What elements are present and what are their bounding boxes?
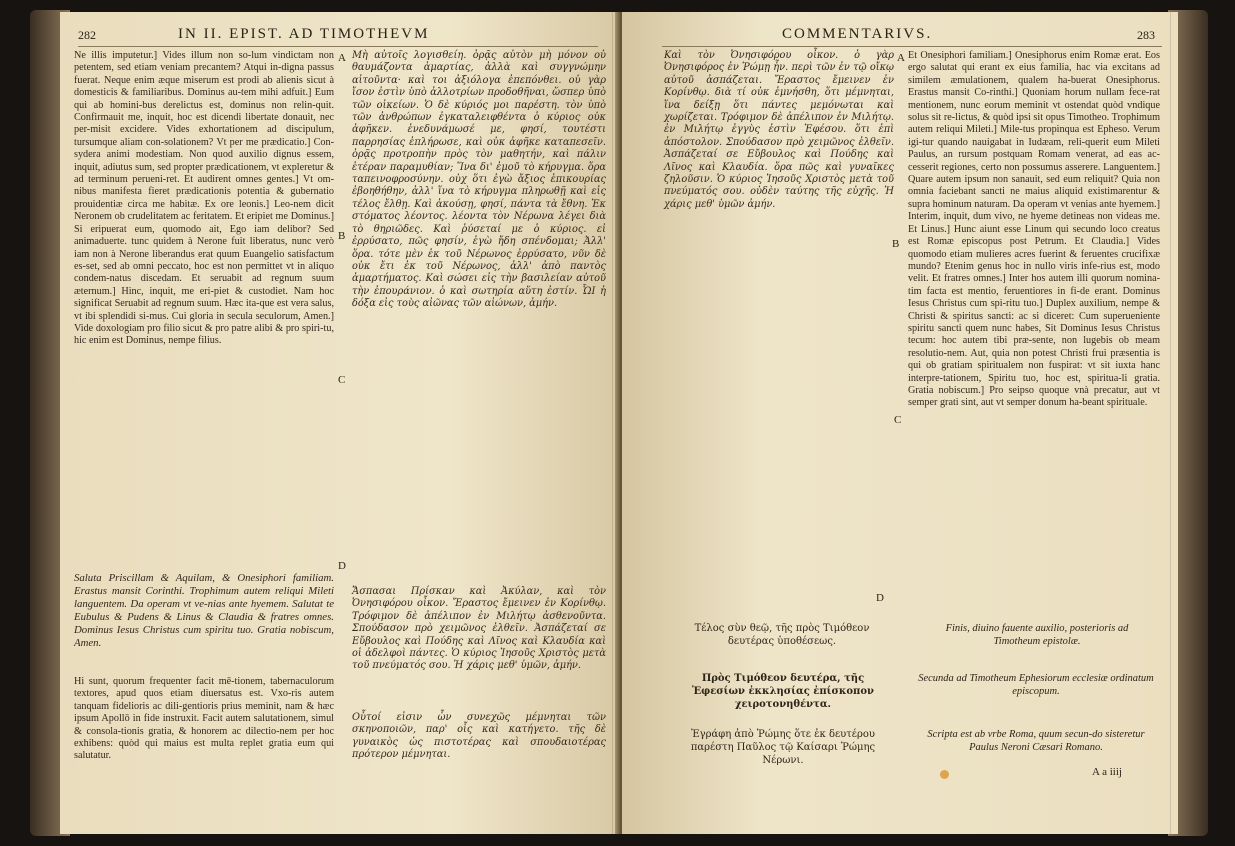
left-latin-text-2: Hi sunt, quorum frequenter facit mē-tionem, tabernaculorum textores, apud quos etiam diuersatus est. Vxo-ris autem tanquam fidelioris ac dili-gentioris prius meminit, nam & hæc ipsum Apollō in fide instruxit. Facit autem salutationem, simul & consola-tionis gratia, & honorem ac dilectio-nem per hoc exhibens: quòd qui maius est multa replet gratia eum qui salutatur. [74,676,334,762]
right-page [622,12,1178,834]
margin-marker-a-right: A [897,52,905,64]
latin-subscription: Finis, diuino fauente auxilio, posterioris ad Timotheum epistolæ. [945,623,1129,647]
latin-subscription-3: Scripta est ab vrbe Roma, quum secun-do sisteretur Paulus Neroni Cæsari Romano. [927,729,1145,753]
margin-marker-d-right: D [876,592,884,604]
ink-stain [940,770,949,779]
left-latin-text: Ne illis imputetur.] Vides illum non so-lum vindictam non petentem, sed etiam veniam precantem? Atqui in-digna passus fuerat. Neque enim æque miserum est prodi ab alienis sicut à domesticis & familiaribus. Dominus au-tem mihi adfuit.] Eum qui ab homini-bus derelictus est, dominus non relin-quit. Confirmauit me, inquit, hoc est dicendi libertate donauit, nec per-misit excidere. Vides exhortationem ad discipulum, tursumque aliam con-solationem? Vt per me prædicatio.] Con-sydera animi modestiam. Non quod auxilio dignus essem, inquit, adiutus sum, sed propter prædicationem, vt expleretur & ad terminum perueni-ret. Et audirent omnes gentes.] Vt om-nibus manifesta fieret prædicationis potentia & gubernatio prouidentiæ circa me habitæ. Ex ore leonis.] Leo-nem dicit Neronem ob crudelitatem ac feritatem. Et eripiet me Dominus.] Si eripuerat eum, quomodo ait, Ego iam delibor? Sed animaduerte. tunc quidem à Nerone fuit liberatus, nunc verò iam non à Nerone liberandus erat quum Euangelio satisfactum es-set, sed ab omni peccato, hoc est non permittet vt in aliquo condem-natus discedam. Et seruabit ad regnum suum æternum.] Hinc, inquit, me eri-piet & custodiet. Nam hoc significat Seruabit ad regnum suum. Hæc ita-que est vera salus, vt ibi splendidi si-mus. Cui gloria in secula seculorum, Amen.] Vide doxologiam pro filio sicut & pro patre alibi & pro spiri-tu, hic enim est Dominus, nempe filius. [74,50,334,347]
margin-marker-b-left: B [338,230,346,242]
greek-subscription-2: Πρὸς Τιμόθεον δευτέρα, τῆς Ἐφεσίων ἐκκλησίας ἐπίσκοπον χειροτονηθέντα. [692,673,874,710]
greek-subscription: Τέλος σὺν θεῷ, τῆς πρὸς Τιμόθεον δευτέρας ὑποθέσεως. [694,623,870,647]
left-running-head: IN II. EPIST. AD TIMOTHEVM [178,26,430,42]
left-latin-italic-text: Saluta Priscillam & Aquilam, & Onesiphori familiam. Erastus mansit Corinthi. Trophimum autem reliqui Mileti languentem. Da operam vt ve-nias ante hyemem. Salutat te Eubulus & Pudens & Linus & Claudia & fratres omnes. Dominus Iesus Christus cum spiritu tuo. Gratia nobiscum, Amen. [74,572,334,649]
left-page [60,12,620,834]
left-folio: 282 [78,28,96,42]
left-greek-italic-block [352,586,606,704]
right-page-edge [1170,12,1171,834]
left-head-rule [78,46,598,47]
margin-marker-b-right: B [892,238,900,250]
greek-subscription-3: Ἐγράφη ἀπὸ Ῥώμης ὅτε ἐκ δευτέρου παρέστη Παῦλος τῷ Καίσαρι Ῥώμης Νέρωνι. [690,729,876,766]
margin-marker-c-right: C [894,414,902,426]
right-folio: 283 [1137,28,1155,42]
open-book [30,8,1208,840]
right-greek-text: Καὶ τὸν Ὀνησιφόρου οἶκον. ὁ γὰρ Ὀνησιφόρος ἐν Ῥώμῃ ἦν. περὶ τῶν ἐν τῷ οἴκῳ αὐτοῦ ἀσπάζεται. Ἔραστος ἔμεινεν ἐν Κορίνθῳ. διὰ τί οὐκ ἐμνήσθη, ὅτι μέμνηται, ἵνα δείξῃ ὅτι πάντες μεμόνωται καὶ χωρίζεται. Τρόφιμον δὲ ἀπέλιπον ἐν Μιλήτῳ. ἐν Μιλήτῳ ἐγγὺς ἐστὶν Ἐφέσου. ὅτι ἐπὶ ἀπόστολον. Σπούδασον πρὸ χειμῶνος ἐλθεῖν. Ἀσπάζεταί σε Εὔβουλος καὶ Πούδης καὶ Λῖνος καὶ Κλαυδία. ὅρα πῶς καὶ γυναῖκες ζηλοῦσιν. Ὁ κύριος Ἰησοῦς Χριστὸς μετὰ τοῦ πνεύματός σου. οὐδὲν ταύτης τῆς εὐχῆς. Ἡ χάρις μεθ' ὑμῶν ἀμήν. [664,50,894,210]
left-page-edge [612,12,613,834]
left-latin-column [74,50,334,570]
left-latin-column-2 [74,676,334,832]
left-greek-italic-text: Ἄσπασαι Πρίσκαν καὶ Ἀκύλαν, καὶ τὸν Ὀνησιφόρου οἶκον. Ἔραστος ἔμεινεν ἐν Κορίνθῳ. Τρόφιμον δὲ ἀπέλιπον ἐν Μιλήτῳ ἀσθενοῦντα. Σπούδασον πρὸ χειμῶνος ἐλθεῖν. Ἀσπάζεταί σε Εὔβουλος καὶ Πούδης καὶ Λῖνος καὶ Κλαυδία καὶ οἱ ἀδελφοὶ πάντες. Ὁ κύριος Ἰησοῦς Χριστὸς μετὰ τοῦ πνεύματός σου. Ἡ χάρις μεθ' ὑμῶν, ἀμήν. [352,586,606,672]
margin-marker-c-left: C [338,374,346,386]
margin-marker-a-left: A [338,52,346,64]
signature-mark: A a iiij [1092,766,1122,778]
left-greek-column [352,50,606,580]
margin-marker-d-left: D [338,560,346,572]
left-greek-column-2 [352,712,606,830]
latin-subscription-2: Secunda ad Timotheum Ephesiorum ecclesiæ ordinatum episcopum. [918,673,1154,697]
right-running-head: COMMENTARIVS. [782,26,933,42]
left-greek-text-2: Οὗτοί εἰσιν ὧν συνεχῶς μέμνηται τῶν σκηνοποιῶν, παρ' οἷς καὶ κατήγετο. τῆς δὲ γυναικὸς ὡς πιστοτέρας καὶ σπουδαιοτέρας πρότερον μέμνηται. [352,712,606,761]
right-latin-text: Et Onesiphori familiam.] Onesiphorus enim Romæ erat. Eos ergo salutat qui erant ex eius familia, hac via excitans ad similem æmulationem, qualem ha-buerat Onesiphorus. Erastus mansit Co-rinthi.] Quoniam horum nullam fece-rat mentionem, nunc eorum meminit vt ostendat quòd vndique solus sit re-lictus, & quòd ipsi sit opus Timotheo. Trophimum autem reliqui Mileti.] Mile-tus propinqua est Epheso. Verum igi-tur quando nauigabat in Iudæam, reli-querit eum Mileti Paulus, an rursum postquam Romam venerat, ad eas ac-cesserit regiones, certo non possumus asserere. Languentem.] Quare autem ipsum non sanauit, sed eum reliquit? Quia non omnia faciebant sancti ne maius aliquid existimarentur & supra hominum naturam. Da operam vt venias ante hyemem.] Interim, inquit, dum vivo, ne hyeme detineas non videas me. Et Linus.] Hunc aiunt esse Linum qui secundo loco creatus est Romæ episcopus post Petrum. Et Claudia.] Vides quomodo etiam mulieres acres fuerint & feruentes crucifixæ mundo? Etenim genus hoc in nullo viris infe-rius est, modo velit. Et fratres omnes.] Inter hos autem illi quorum nomina-tim facta est mentio, feruentiores in fi-de erant. Dominus Iesus Christus cum spi-ritu tuo.] Duplex auxilium, nempe & Christi & spiritus sancti: ac si diceret: Cum superueniente spiritu sancti quem nunc habes, Sit Dominus Iesus Christus tecum: hoc autem tibi præ-sente, non lugebis ob meam resolutio-nem. Aut, quia non potest Christi frui præsentia is qui ob gratiam spiritualem non fuspirat: vt sit iuxta hanc interpre-tationem, Spiritu tuo, hoc est, spiritua-li gratia. Gratia nobiscum.] Pro seipso quoque vnà precatur, aut vt semper grati sint, aut vt semper donum ha-beant spirituale. [908,50,1160,409]
right-greek-column [664,50,894,595]
right-latin-column [908,50,1160,605]
left-greek-text: Μὴ αὐτοῖς λογισθείη. ὁρᾷς αὐτὸν μὴ μόνον οὐ θαυμάζοντα ἁμαρτίας, ἀλλὰ καὶ συγγνώμην αἰτοῦντα· καὶ τοι ἀξιόλογα ἐπεπόνθει. οὐ γὰρ ἴσον ἐστὶν ὑπὸ ἀλλοτρίων προδοθῆναι, ὥσπερ ὑπὸ τῶν οἰκείων. Ὁ δὲ κύριός μοι παρέστη. τὸν ὑπὸ τῶν ἀνθρώπων ἐγκαταλειφθέντα ὁ κύριος οὐκ ἀφῆκεν. ἐνεδυνάμωσέ με, φησί, τουτέστι παρρησίας ἐπλήρωσε, καὶ οὐκ ἀφῆκε καταπεσεῖν. ὁρᾷς προτροπὴν πρὸς τὸν μαθητήν, καὶ πάλιν ἑτέραν παραμυθίαν; Ἵνα δι' ἐμοῦ τὸ κήρυγμα. ὅρα ταπεινοφροσύνην. οὐχ ὅτι ἐγὼ ἄξιος ἐπικουρίας ἐβοηθήθην, ἀλλ' ἵνα τὸ κήρυγμα πληρωθῇ καὶ εἰς τέλος ἔλθῃ. Καὶ ἀκούσῃ, φησί, πάντα τὰ ἔθνη. Ἐκ στόματος λέοντος. λέοντα τὸν Νέρωνα λέγει διὰ τὸ θηριῶδες. Καὶ ῥύσεταί με ὁ κύριος. εἰ ἐρρύσατο, πῶς φησίν, ἐγὼ ἤδη σπένδομαι; Ἀλλ' ὅρα. τότε μὲν ἐκ τοῦ Νέρωνος ἐρρύσατο, νῦν δὲ οὐκ ἔτι ἐκ τοῦ Νέρωνος, ἀλλ' ἀπὸ παντὸς ἁμαρτήματος. Καὶ σώσει εἰς τὴν βασιλείαν αὐτοῦ τὴν ἐπουράνιον. ὁ καὶ σωτηρία αὕτη ἐστίν. ὯΙ ἡ δόξα εἰς τοὺς αἰῶνας τῶν αἰώνων, ἀμήν. [352,50,606,310]
left-latin-italic-block [74,572,334,672]
right-head-rule [662,46,1162,47]
